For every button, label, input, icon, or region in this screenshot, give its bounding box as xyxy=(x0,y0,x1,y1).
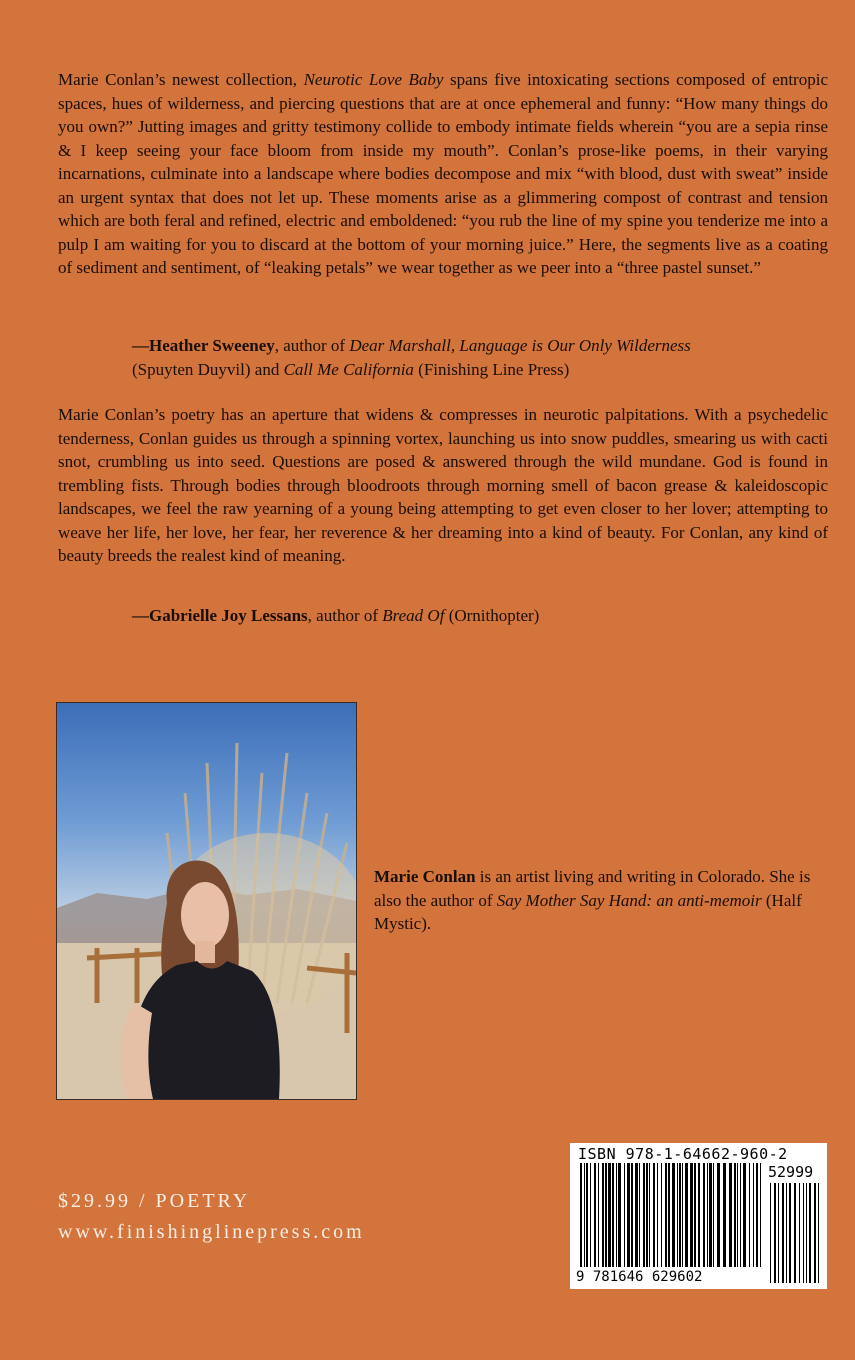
publisher-website[interactable]: www.finishinglinepress.com xyxy=(58,1221,365,1243)
barcode-bar xyxy=(729,1163,732,1267)
barcode-addon-bar xyxy=(782,1183,784,1283)
barcode-bar xyxy=(635,1163,638,1267)
barcode-bar xyxy=(760,1163,761,1267)
attribution-1-pre: , author of xyxy=(274,336,350,355)
author-photo xyxy=(56,702,357,1100)
barcode-bar xyxy=(643,1163,645,1267)
barcode-addon-bar xyxy=(778,1183,779,1283)
barcode-bar xyxy=(646,1163,648,1267)
barcode-bar xyxy=(624,1163,625,1267)
barcode-addon-bar xyxy=(789,1183,791,1283)
barcode-bar xyxy=(657,1163,658,1267)
barcode-bar xyxy=(653,1163,655,1267)
attribution-gabrielle-joy-lessans xyxy=(132,604,539,628)
price-code: 52999 xyxy=(768,1163,814,1181)
review-blurb-1 xyxy=(58,68,828,280)
author-bio xyxy=(374,865,832,936)
author-book-title: Say Mother Say Hand: an anti-memoir xyxy=(496,890,762,910)
barcode-bar xyxy=(665,1163,667,1267)
bio-text-1: is an artist living and writing in Colorado. She is also the author of xyxy=(374,867,811,910)
barcode-addon-bar xyxy=(803,1183,804,1283)
barcode-bar xyxy=(605,1163,607,1267)
author-name: Marie Conlan xyxy=(374,867,476,886)
barcode-bar xyxy=(698,1163,700,1267)
barcode-bar xyxy=(602,1163,604,1267)
barcode-bar xyxy=(612,1163,614,1267)
barcode-bar xyxy=(616,1163,617,1267)
barcode-addon-bar xyxy=(774,1183,776,1283)
blurb-1-body: spans five intoxicating sections composed of entropic spaces, hues of wilderness, and piercing questions that are at once ephemeral and funny: “How many things do you own?” Jutting images and gritty testimony collide to embody intimate fields wherein “you are a sepia rinse & I keep seeing your face bloom from inside my mouth”. Conlan’s prose-like poems, in their varying incarnations, culminate into a landscape where bodies decompose and mix “with blood, dust with sweat” inside an urgent syntax that does not let up. These moments arise as a glimmering compost of contrast and tension which are both feral and refined, electric and emboldened: “you rub the line of my spine you tenderize me into a pulp I am waiting for you to discard at the bottom of your morning juice.” Here, the segments live as a coating of sediment and sentiment, of “leaking petals” we wear together as we peer into a “three pastel sunset.” xyxy=(58,70,828,277)
barcode-addon-bar xyxy=(814,1183,816,1283)
reviewer-1-book-2: Call Me California xyxy=(283,359,414,379)
barcode-bar xyxy=(707,1163,708,1267)
attribution-1-mid: (Spuyten Duyvil) and xyxy=(132,359,284,379)
barcode-bar xyxy=(709,1163,712,1267)
barcode-addon-bar xyxy=(818,1183,819,1283)
barcode-bar xyxy=(734,1163,736,1267)
barcode-bar xyxy=(661,1163,662,1267)
barcode-bar xyxy=(677,1163,678,1267)
barcode-bar xyxy=(672,1163,675,1267)
barcode-bar xyxy=(679,1163,681,1267)
barcode-bar xyxy=(694,1163,696,1267)
barcode-addon-bar xyxy=(770,1183,771,1283)
barcode-bar xyxy=(682,1163,683,1267)
barcode-bar xyxy=(749,1163,750,1267)
reviewer-2-book: Bread Of xyxy=(382,606,445,625)
book-title-neurotic-love-baby: Neurotic Love Baby xyxy=(303,70,444,89)
bio-text-2: (Half Mystic). xyxy=(374,890,802,933)
barcode-addon-bar xyxy=(786,1183,787,1283)
barcode-bar xyxy=(756,1163,758,1267)
barcode-bar xyxy=(590,1163,591,1267)
barcode-bar xyxy=(627,1163,630,1267)
barcode-bar xyxy=(685,1163,688,1267)
isbn-barcode xyxy=(570,1143,827,1289)
barcode-bar xyxy=(668,1163,670,1267)
attribution-2-post: (Ornithopter) xyxy=(444,606,540,625)
isbn-label: ISBN 978-1-64662-960-2 xyxy=(578,1145,788,1163)
barcode-bar xyxy=(584,1163,585,1267)
barcode-bar xyxy=(598,1163,599,1267)
blurb-1-lead: Marie Conlan’s newest collection, xyxy=(58,70,304,89)
barcode-bar xyxy=(753,1163,754,1267)
barcode-bar xyxy=(740,1163,741,1267)
barcode-bar xyxy=(649,1163,650,1267)
barcode-bar xyxy=(713,1163,714,1267)
barcode-bar xyxy=(717,1163,720,1267)
barcode-bar xyxy=(586,1163,588,1267)
barcode-bar xyxy=(639,1163,640,1267)
barcode-bar xyxy=(690,1163,693,1267)
barcode-addon-bar xyxy=(799,1183,800,1283)
barcode-addon-bar xyxy=(809,1183,811,1283)
barcode-bar xyxy=(703,1163,705,1267)
barcode-bar xyxy=(723,1163,726,1267)
ean-digits: 9 781646 629602 xyxy=(576,1269,703,1285)
reviewer-1-book-1: Dear Marshall, Language is Our Only Wilderness xyxy=(349,336,691,355)
barcode-bar xyxy=(580,1163,582,1267)
review-blurb-2: Marie Conlan’s poetry has an aperture that widens & compresses in neurotic palpitations. With a psychedelic tenderness, Conlan guides us through a spinning vortex, launching us into snow puddles, smearing us with cacti snot, crumbling us into seed. Questions are posed & answered through the wild mundane. God is found in trembling fists. Through bodies through bloodroots through morning smell of bacon grease & kaleidoscopic landscapes, we feel the raw yearning of a young being attempting to get even closer to her lover; attempting to weave her life, her love, her fear, her reverence & her dreaming into a kind of beauty. For Conlan, any kind of beauty breeds the realest kind of meaning. xyxy=(58,405,828,565)
price-category: $29.99 / POETRY xyxy=(58,1190,251,1212)
attribution-2-pre: , author of xyxy=(307,606,383,625)
barcode-bar xyxy=(594,1163,596,1267)
reviewer-name-1: —Heather Sweeney xyxy=(132,336,275,355)
barcode-addon-bar xyxy=(794,1183,796,1283)
barcode-bar xyxy=(743,1163,746,1267)
barcode-addon-bar xyxy=(806,1183,807,1283)
attribution-1-post: (Finishing Line Press) xyxy=(413,359,570,379)
reviewer-name-2: —Gabrielle Joy Lessans xyxy=(132,606,308,625)
barcode-bar xyxy=(631,1163,633,1267)
barcode-bar xyxy=(737,1163,738,1267)
barcode-bar xyxy=(618,1163,621,1267)
attribution-heather-sweeney xyxy=(132,334,691,381)
barcode-bar xyxy=(608,1163,611,1267)
